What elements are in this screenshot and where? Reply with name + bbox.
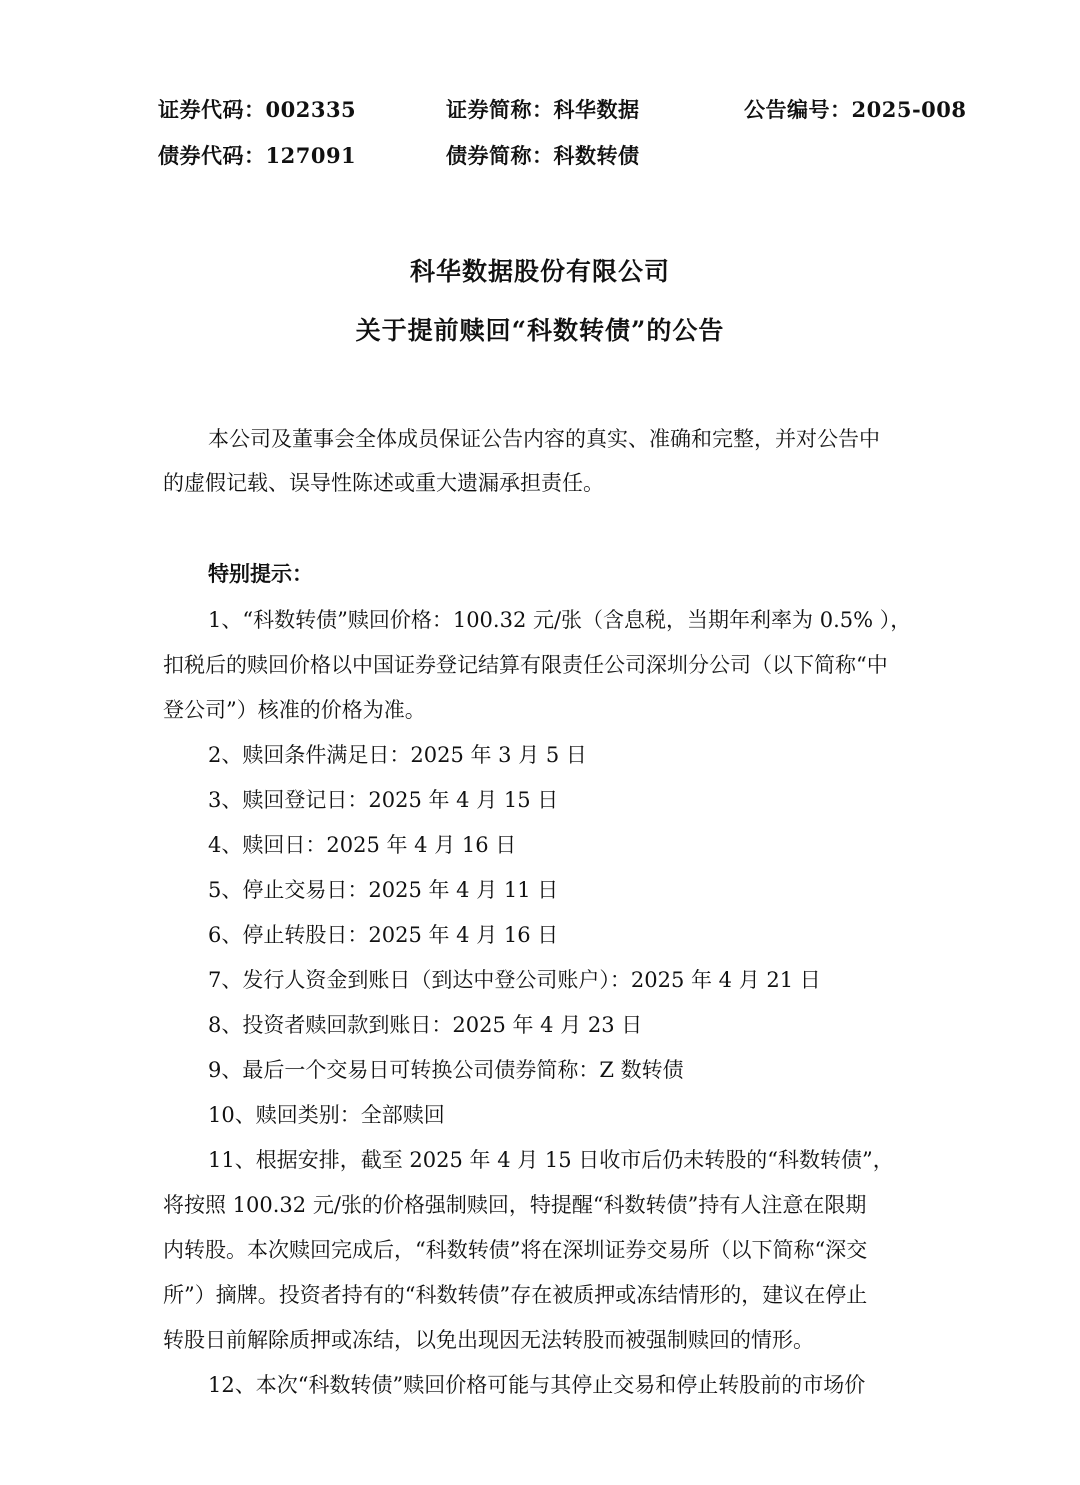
tip-item-6: 6、停止转股日：2025 年 4 月 16 日: [208, 923, 559, 947]
tip-item-11-line-4: 所”）摘牌。投资者持有的“科数转债”存在被质押或冻结情形的，建议在停止: [163, 1283, 868, 1307]
tip-item-3: 3、赎回登记日：2025 年 4 月 15 日: [208, 788, 559, 812]
tip-item-8: 8、投资者赎回款到账日：2025 年 4 月 23 日: [208, 1013, 643, 1037]
tip-item-4: 4、赎回日：2025 年 4 月 16 日: [208, 833, 517, 857]
tip-item-1-line-2: 扣税后的赎回价格以中国证券登记结算有限责任公司深圳分公司（以下简称“中: [163, 653, 888, 677]
special-tips-heading: 特别提示：: [208, 561, 313, 586]
statement-line-1: 本公司及董事会全体成员保证公告内容的真实、准确和完整，并对公告中: [208, 427, 880, 451]
announcement-title: 关于提前赎回“科数转债”的公告: [355, 316, 725, 345]
stock-code: 证券代码：002335: [158, 97, 357, 122]
tip-item-1-line-1: 1、“科数转债”赎回价格：100.32 元/张（含息税，当期年利率为 0.5% ），: [208, 608, 912, 632]
tip-item-5: 5、停止交易日：2025 年 4 月 11 日: [208, 878, 559, 902]
tip-item-7: 7、发行人资金到账日（到达中登公司账户）：2025 年 4 月 21 日: [208, 968, 821, 992]
tip-item-12-line-1: 12、本次“科数转债”赎回价格可能与其停止交易和停止转股前的市场价: [208, 1373, 866, 1397]
notice-number: 公告编号：2025-008: [744, 97, 967, 122]
tip-item-11-line-5: 转股日前解除质押或冻结，以免出现因无法转股而被强制赎回的情形。: [163, 1328, 814, 1352]
tip-item-1-line-3: 登公司”）核准的价格为准。: [163, 698, 426, 722]
header-row-stock: [158, 94, 967, 130]
stock-name: 证券简称：科华数据: [446, 97, 640, 122]
tip-item-10: 10、赎回类别：全部赎回: [208, 1103, 445, 1127]
tip-item-11-line-2: 将按照 100.32 元/张的价格强制赎回，特提醒“科数转债”持有人注意在限期: [163, 1193, 867, 1217]
bond-name: 债券简称：科数转债: [446, 143, 640, 168]
header-row-bond: [158, 140, 958, 176]
tip-item-11-line-1: 11、根据安排，截至 2025 年 4 月 15 日收市后仍未转股的“科数转债”，: [208, 1148, 894, 1172]
bond-code: 债券代码：127091: [158, 143, 357, 168]
tip-item-2: 2、赎回条件满足日：2025 年 3 月 5 日: [208, 743, 587, 767]
tip-item-11-line-3: 内转股。本次赎回完成后，“科数转债”将在深圳证券交易所（以下简称“深交: [163, 1238, 868, 1262]
statement-line-2: 的虚假记载、误导性陈述或重大遗漏承担责任。: [163, 471, 604, 495]
tip-item-9: 9、最后一个交易日可转换公司债券简称：Z 数转债: [208, 1058, 684, 1082]
company-title: 科华数据股份有限公司: [409, 257, 670, 286]
